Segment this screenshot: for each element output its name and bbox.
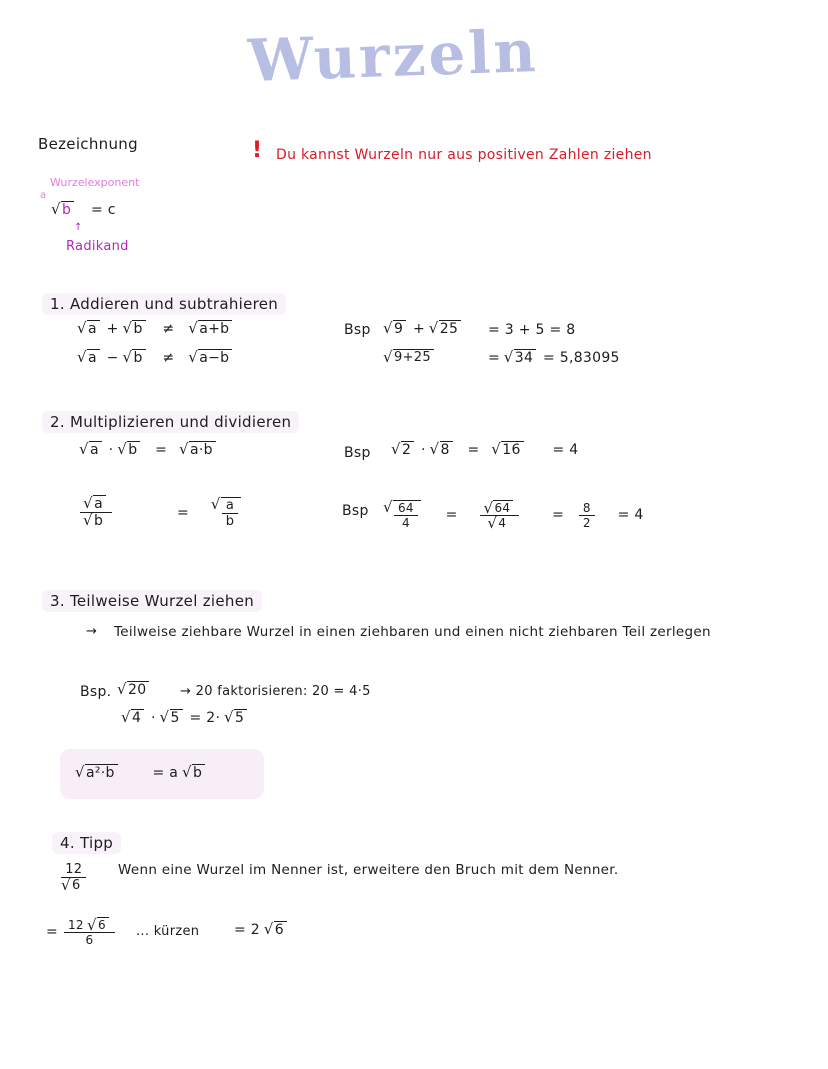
warning-icon: !	[252, 138, 263, 163]
s2-r2-fa: √ a	[222, 498, 238, 514]
s2-rule-1	[80, 442, 218, 458]
s3-example-root	[118, 682, 151, 698]
s4-result	[234, 922, 289, 938]
s1-rule-1	[78, 321, 234, 337]
s1-bsp-label: Bsp	[344, 322, 371, 338]
s1-ex1-result: = 3 + 5 = 8	[488, 322, 576, 338]
s4-step-den: 6	[85, 933, 94, 947]
section-3-heading: 3. Teilweise Wurzel ziehen	[42, 590, 262, 612]
s1-r1-op: +	[106, 321, 119, 337]
bezeichnung-heading: Bezeichnung	[38, 135, 138, 153]
wurzelexponent-label: Wurzelexponent	[50, 176, 140, 189]
s2-ex1-eq: =	[467, 442, 480, 458]
s3-l2-res: = 2·	[189, 710, 221, 726]
s4-step-num: 12	[68, 918, 84, 932]
s2-ex1-r3: 16	[501, 441, 523, 458]
s3-example-line-2	[122, 710, 249, 726]
s1-r2-a: a	[87, 349, 100, 366]
s3-rule-b: b	[192, 764, 205, 781]
s1-r1-a: a	[87, 320, 100, 337]
s2-r1-dot: ·	[108, 442, 114, 458]
s1-ex2-eq: =	[488, 350, 501, 366]
radicand-symbol: b	[61, 201, 74, 218]
s3-rule	[76, 765, 207, 781]
s1-r2-op: −	[106, 350, 119, 366]
s1-r1-neq: ≠	[162, 321, 175, 337]
s3-l2-b: 5	[170, 709, 183, 726]
s2-r1-ab: a·b	[189, 441, 216, 458]
s2-ex1-r2: 8	[440, 441, 453, 458]
s2-bsp-1-label: Bsp	[344, 445, 371, 461]
s1-ex1-plus: +	[412, 321, 426, 337]
s1-ex2-r34: 34	[514, 349, 536, 366]
s4-frac-den: 6	[71, 877, 84, 893]
s4-fraction	[58, 862, 90, 893]
s2-ex1-r1: 2	[401, 441, 414, 458]
section-1-heading: 1. Addieren und subtrahieren	[42, 293, 286, 315]
s3-rule-eq: = a	[152, 765, 179, 781]
s2-ex2-n: √ 64	[394, 501, 418, 516]
s3-arrow-icon: →	[86, 624, 98, 639]
s2-ex1-res: = 4	[552, 442, 579, 458]
s3-l2-r: 5	[234, 709, 247, 726]
s1-r1-ab: a+b	[198, 320, 232, 337]
s1-rule-2	[78, 350, 234, 366]
s2-rule-2	[80, 496, 243, 529]
s1-example-2-result	[488, 350, 620, 366]
s2-r2-b: b	[93, 512, 106, 529]
s4-step-eq: =	[46, 924, 59, 940]
s4-kuerzen: ... kürzen	[136, 924, 200, 939]
section-4-heading: 4. Tipp	[52, 832, 121, 854]
s1-example-2	[384, 350, 436, 365]
s2-example-2	[384, 500, 644, 530]
s4-res: = 2	[234, 922, 260, 938]
s3-l2-dot: ·	[150, 710, 156, 726]
s3-ex-r: 20	[127, 681, 149, 698]
s2-bsp-2-label: Bsp	[342, 503, 369, 519]
s1-r2-ab: a−b	[198, 349, 232, 366]
radikand-label: Radikand	[66, 239, 129, 254]
notation-root	[52, 202, 116, 218]
s1-example-1	[384, 321, 463, 337]
s3-example-note: → 20 faktorisieren: 20 = 4·5	[180, 684, 371, 699]
section-2-heading: 2. Multiplizieren und dividieren	[42, 411, 299, 433]
s4-frac-num: 12	[61, 862, 86, 878]
radicand-arrow-icon: ↑	[74, 222, 83, 233]
s2-r2-fb: b	[225, 513, 235, 529]
s1-r2-neq: ≠	[162, 350, 175, 366]
s3-l2-a: 4	[131, 709, 144, 726]
s2-example-1	[392, 442, 578, 458]
s2-ex1-dot: ·	[420, 442, 426, 458]
s1-r1-b: b	[132, 320, 145, 337]
s2-ex2-d: 4	[401, 516, 410, 530]
s1-ex2-r: 9+25	[393, 349, 434, 365]
s2-r2-a: a	[93, 495, 106, 512]
s2-ex2-d2: 4	[497, 515, 509, 530]
s1-r2-b: b	[132, 349, 145, 366]
s2-ex2-eq: =	[445, 507, 458, 523]
s2-r1-eq: =	[155, 442, 168, 458]
s2-ex2-d3: 2	[582, 515, 591, 530]
s4-res-r: 6	[274, 921, 287, 938]
s2-ex2-n2: 64	[493, 500, 513, 515]
s2-ex2-eq2: =	[552, 507, 565, 523]
s4-step-r: 6	[97, 917, 109, 932]
page-title: Wurzeln	[246, 16, 540, 96]
exponent-symbol: a	[40, 190, 47, 201]
s3-description: Teilweise ziehbare Wurzel in einen ziehbaren und einen nicht ziehbaren Teil zerlegen	[114, 624, 711, 640]
s4-tip-text: Wenn eine Wurzel im Nenner ist, erweitere den Bruch mit dem Nenner.	[118, 862, 619, 878]
s1-ex2-res: = 5,83095	[542, 350, 620, 366]
s2-ex2-res: = 4	[617, 507, 644, 523]
s2-r2-eq: =	[176, 504, 189, 521]
s2-r1-a: a	[89, 441, 102, 458]
s2-r1-b: b	[127, 441, 140, 458]
s2-ex2-n3: 8	[579, 501, 595, 516]
s3-bsp-label: Bsp.	[80, 684, 112, 700]
s3-rule-r: a²·b	[85, 764, 118, 781]
s4-step-fraction	[64, 918, 115, 947]
s1-ex1-r1: 9	[393, 320, 406, 337]
warning-text: Du kannst Wurzeln nur aus positiven Zahlen ziehen	[276, 147, 652, 163]
notation-result: = c	[90, 202, 116, 218]
s1-ex1-r2: 25	[439, 320, 461, 337]
